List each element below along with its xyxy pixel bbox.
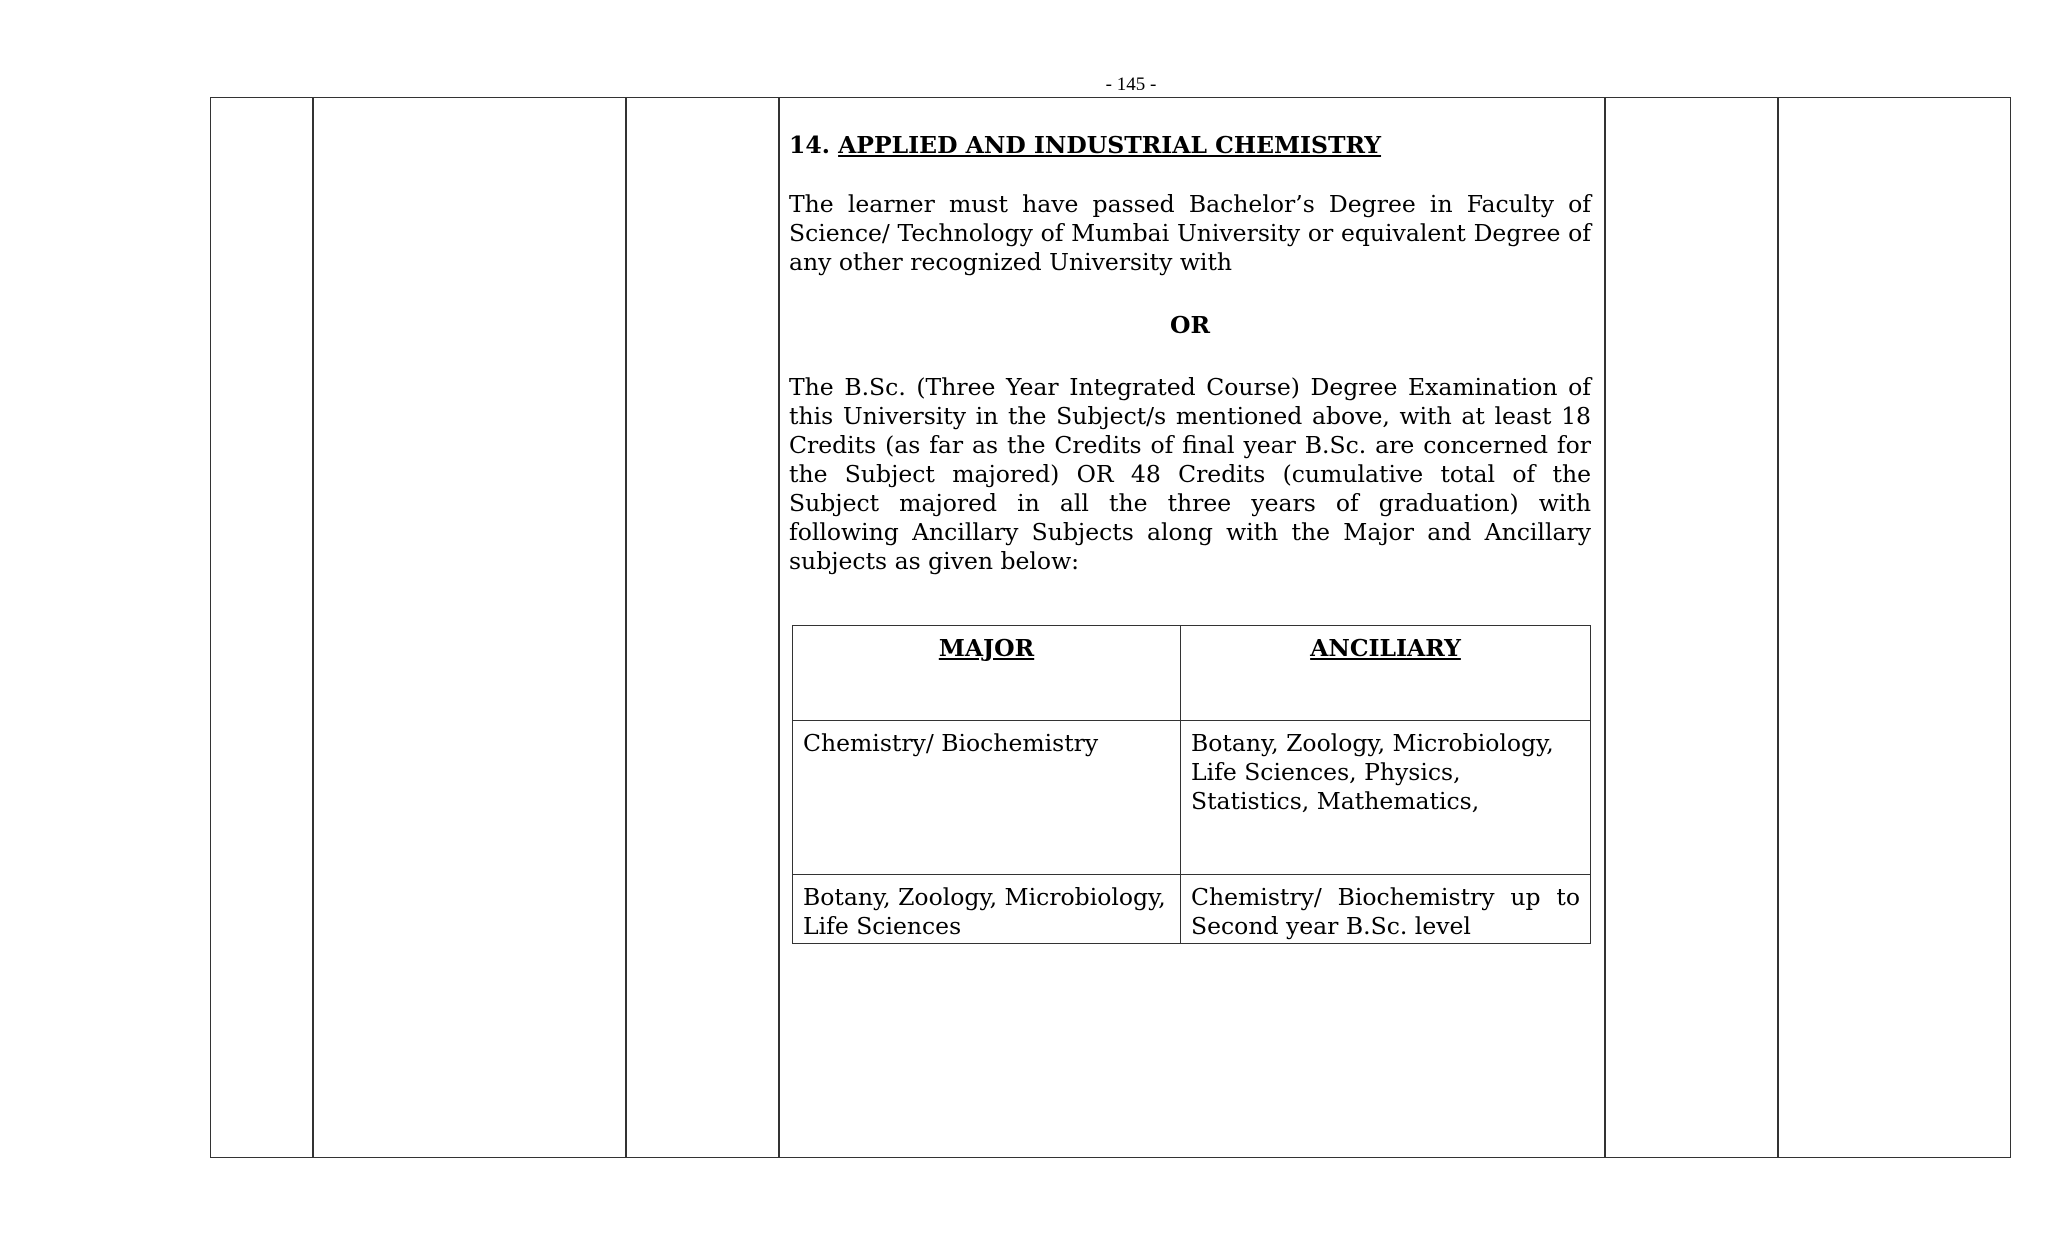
section-number: 14. [789, 131, 830, 159]
column-divider [1604, 98, 1606, 1157]
column-divider [1777, 98, 1779, 1157]
layout-table [210, 97, 2011, 1158]
subjects-table [792, 625, 1591, 944]
section-heading [789, 131, 1591, 160]
page-number: - 145 - [1105, 74, 1157, 95]
table-row [793, 875, 1591, 944]
ancillary-cell: Chemistry/ Biochemistry up to Second year B.Sc. level [1181, 875, 1591, 944]
or-label: OR [1169, 311, 1210, 339]
ancillary-cell: Botany, Zoology, Microbiology, Life Sciences, Physics, Statistics, Mathematics, [1181, 721, 1591, 875]
major-cell: Botany, Zoology, Microbiology, Life Sciences [793, 875, 1181, 944]
eligibility-paragraph-1: The learner must have passed Bachelor’s Degree in Faculty of Science/ Technology of Mumbai University or equivalent Degree of any other recognized University with [789, 190, 1591, 276]
eligibility-paragraph-2: The B.Sc. (Three Year Integrated Course) Degree Examination of this University in the Subject/s mentioned above, with at least 18 Credits (as far as the Credits of final year B.Sc. are concerned for the Subject majored) OR 48 Credits (cumulative total of the Subject majored in all the three years of graduation) with following Ancillary Subjects along with the Major and Ancillary subjects as given below: [789, 373, 1591, 575]
table-header-row [793, 626, 1591, 721]
table-row [793, 721, 1591, 875]
section-title: APPLIED AND INDUSTRIAL CHEMISTRY [838, 131, 1382, 159]
header-major: MAJOR [793, 626, 1181, 721]
header-ancillary: ANCILIARY [1181, 626, 1591, 721]
column-divider [625, 98, 627, 1157]
eligibility-content [789, 98, 1591, 944]
major-cell: Chemistry/ Biochemistry [793, 721, 1181, 875]
column-divider [778, 98, 780, 1157]
column-divider [312, 98, 314, 1157]
